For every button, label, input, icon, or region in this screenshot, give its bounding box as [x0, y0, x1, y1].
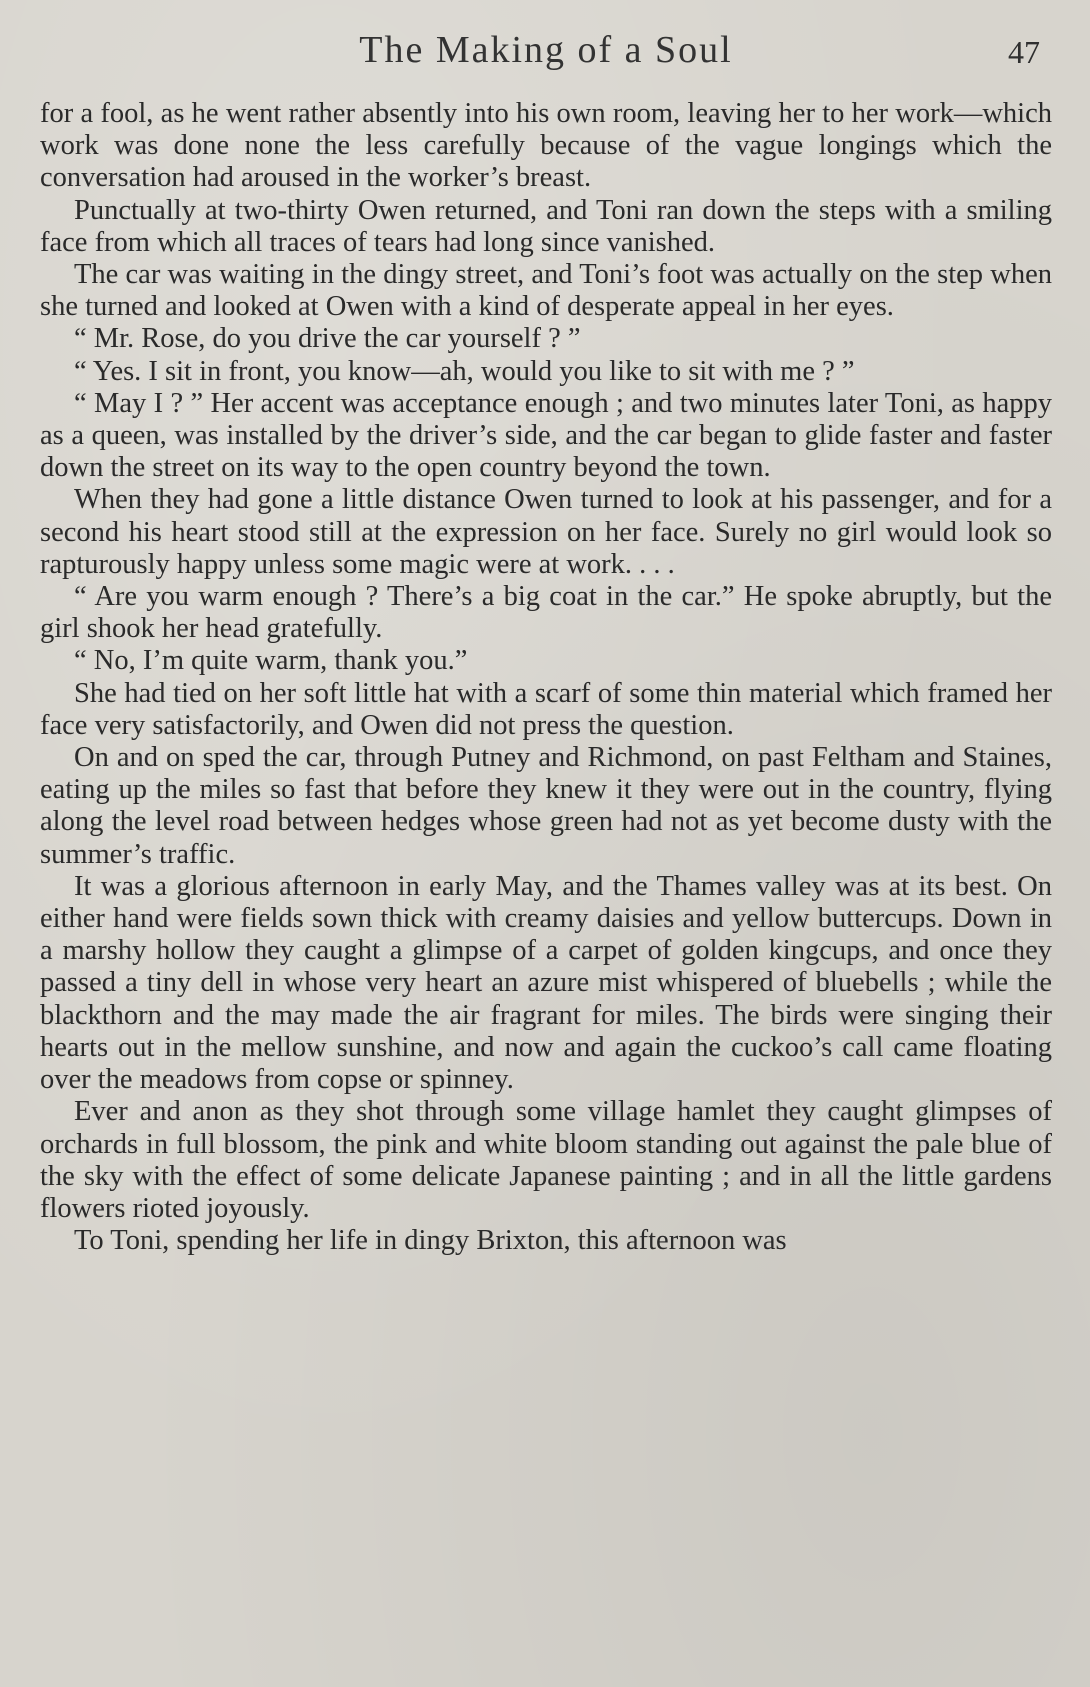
paragraph: On and on sped the car, through Putney and Richmond, on past Feltham and Staines, eating up the miles so fast that before they knew it they were out in the country, flying along the level road between hedges whose green had not as yet become dusty with the summer’s traffic.: [40, 742, 1052, 870]
paragraph: Ever and anon as they shot through some village hamlet they caught glimpses of orchards in full blossom, the pink and white bloom standing out against the pale blue of the sky with the effect of some delicate Japanese painting ; and in all the little gardens flowers rioted joyously.: [40, 1096, 1052, 1224]
paragraph: To Toni, spending her life in dingy Brixton, this afternoon was: [74, 1225, 787, 1257]
paragraph: “ No, I’m quite warm, thank you.”: [74, 645, 468, 677]
paragraph: “ Are you warm enough ? There’s a big coat in the car.” He spoke abruptly, but the girl shook her head gratefully.: [40, 581, 1052, 645]
paragraph: “ May I ? ” Her accent was acceptance enough ; and two minutes later Toni, as happy as a queen, was installed by the driver’s side, and the car began to glide faster and faster down the street on its way to the open country beyond the town.: [40, 387, 1052, 484]
running-head: [40, 28, 1052, 98]
paragraph: When they had gone a little distance Owen turned to look at his passenger, and for a second his heart stood still at the expression on her face. Surely no girl would look so rapturously happy unless some magic were at work. . . .: [40, 484, 1052, 580]
body-text: [40, 98, 1052, 1257]
running-title: The Making of a Soul: [359, 29, 733, 71]
paragraph: It was a glorious afternoon in early May, and the Thames valley was at its best. On either hand were fields sown thick with creamy daisies and yellow buttercups. Down in a marshy hollow they caught a glimpse of a carpet of golden kingcups, and once they passed a tiny dell in whose very heart an azure mist whispered of bluebells ; while the blackthorn and the may made the air fragrant for miles. The birds were singing their hearts out in the mellow sunshine, and now and again the cuckoo’s call came floating over the meadows from copse or spinney.: [40, 870, 1052, 1096]
paragraph: The car was waiting in the dingy street, and Toni’s foot was actually on the step when she turned and looked at Owen with a kind of desperate appeal in her eyes.: [40, 259, 1052, 323]
paragraph: Punctually at two-thirty Owen returned, and Toni ran down the steps with a smiling face from which all traces of tears had long since vanished.: [40, 194, 1052, 258]
book-page: [40, 28, 1052, 1668]
paragraph: “ Mr. Rose, do you drive the car yourself ? ”: [74, 323, 581, 355]
page-number: 47: [1008, 34, 1040, 70]
paragraph: for a fool, as he went rather absently into his own room, leaving her to her work—which work was done none the less carefully because of the vague longings which the conversation had aroused in the worker’s breast.: [40, 98, 1052, 194]
paragraph: She had tied on her soft little hat with a scarf of some thin material which framed her face very satisfactorily, and Owen did not press the question.: [40, 677, 1052, 741]
paragraph: “ Yes. I sit in front, you know—ah, would you like to sit with me ? ”: [74, 355, 855, 387]
